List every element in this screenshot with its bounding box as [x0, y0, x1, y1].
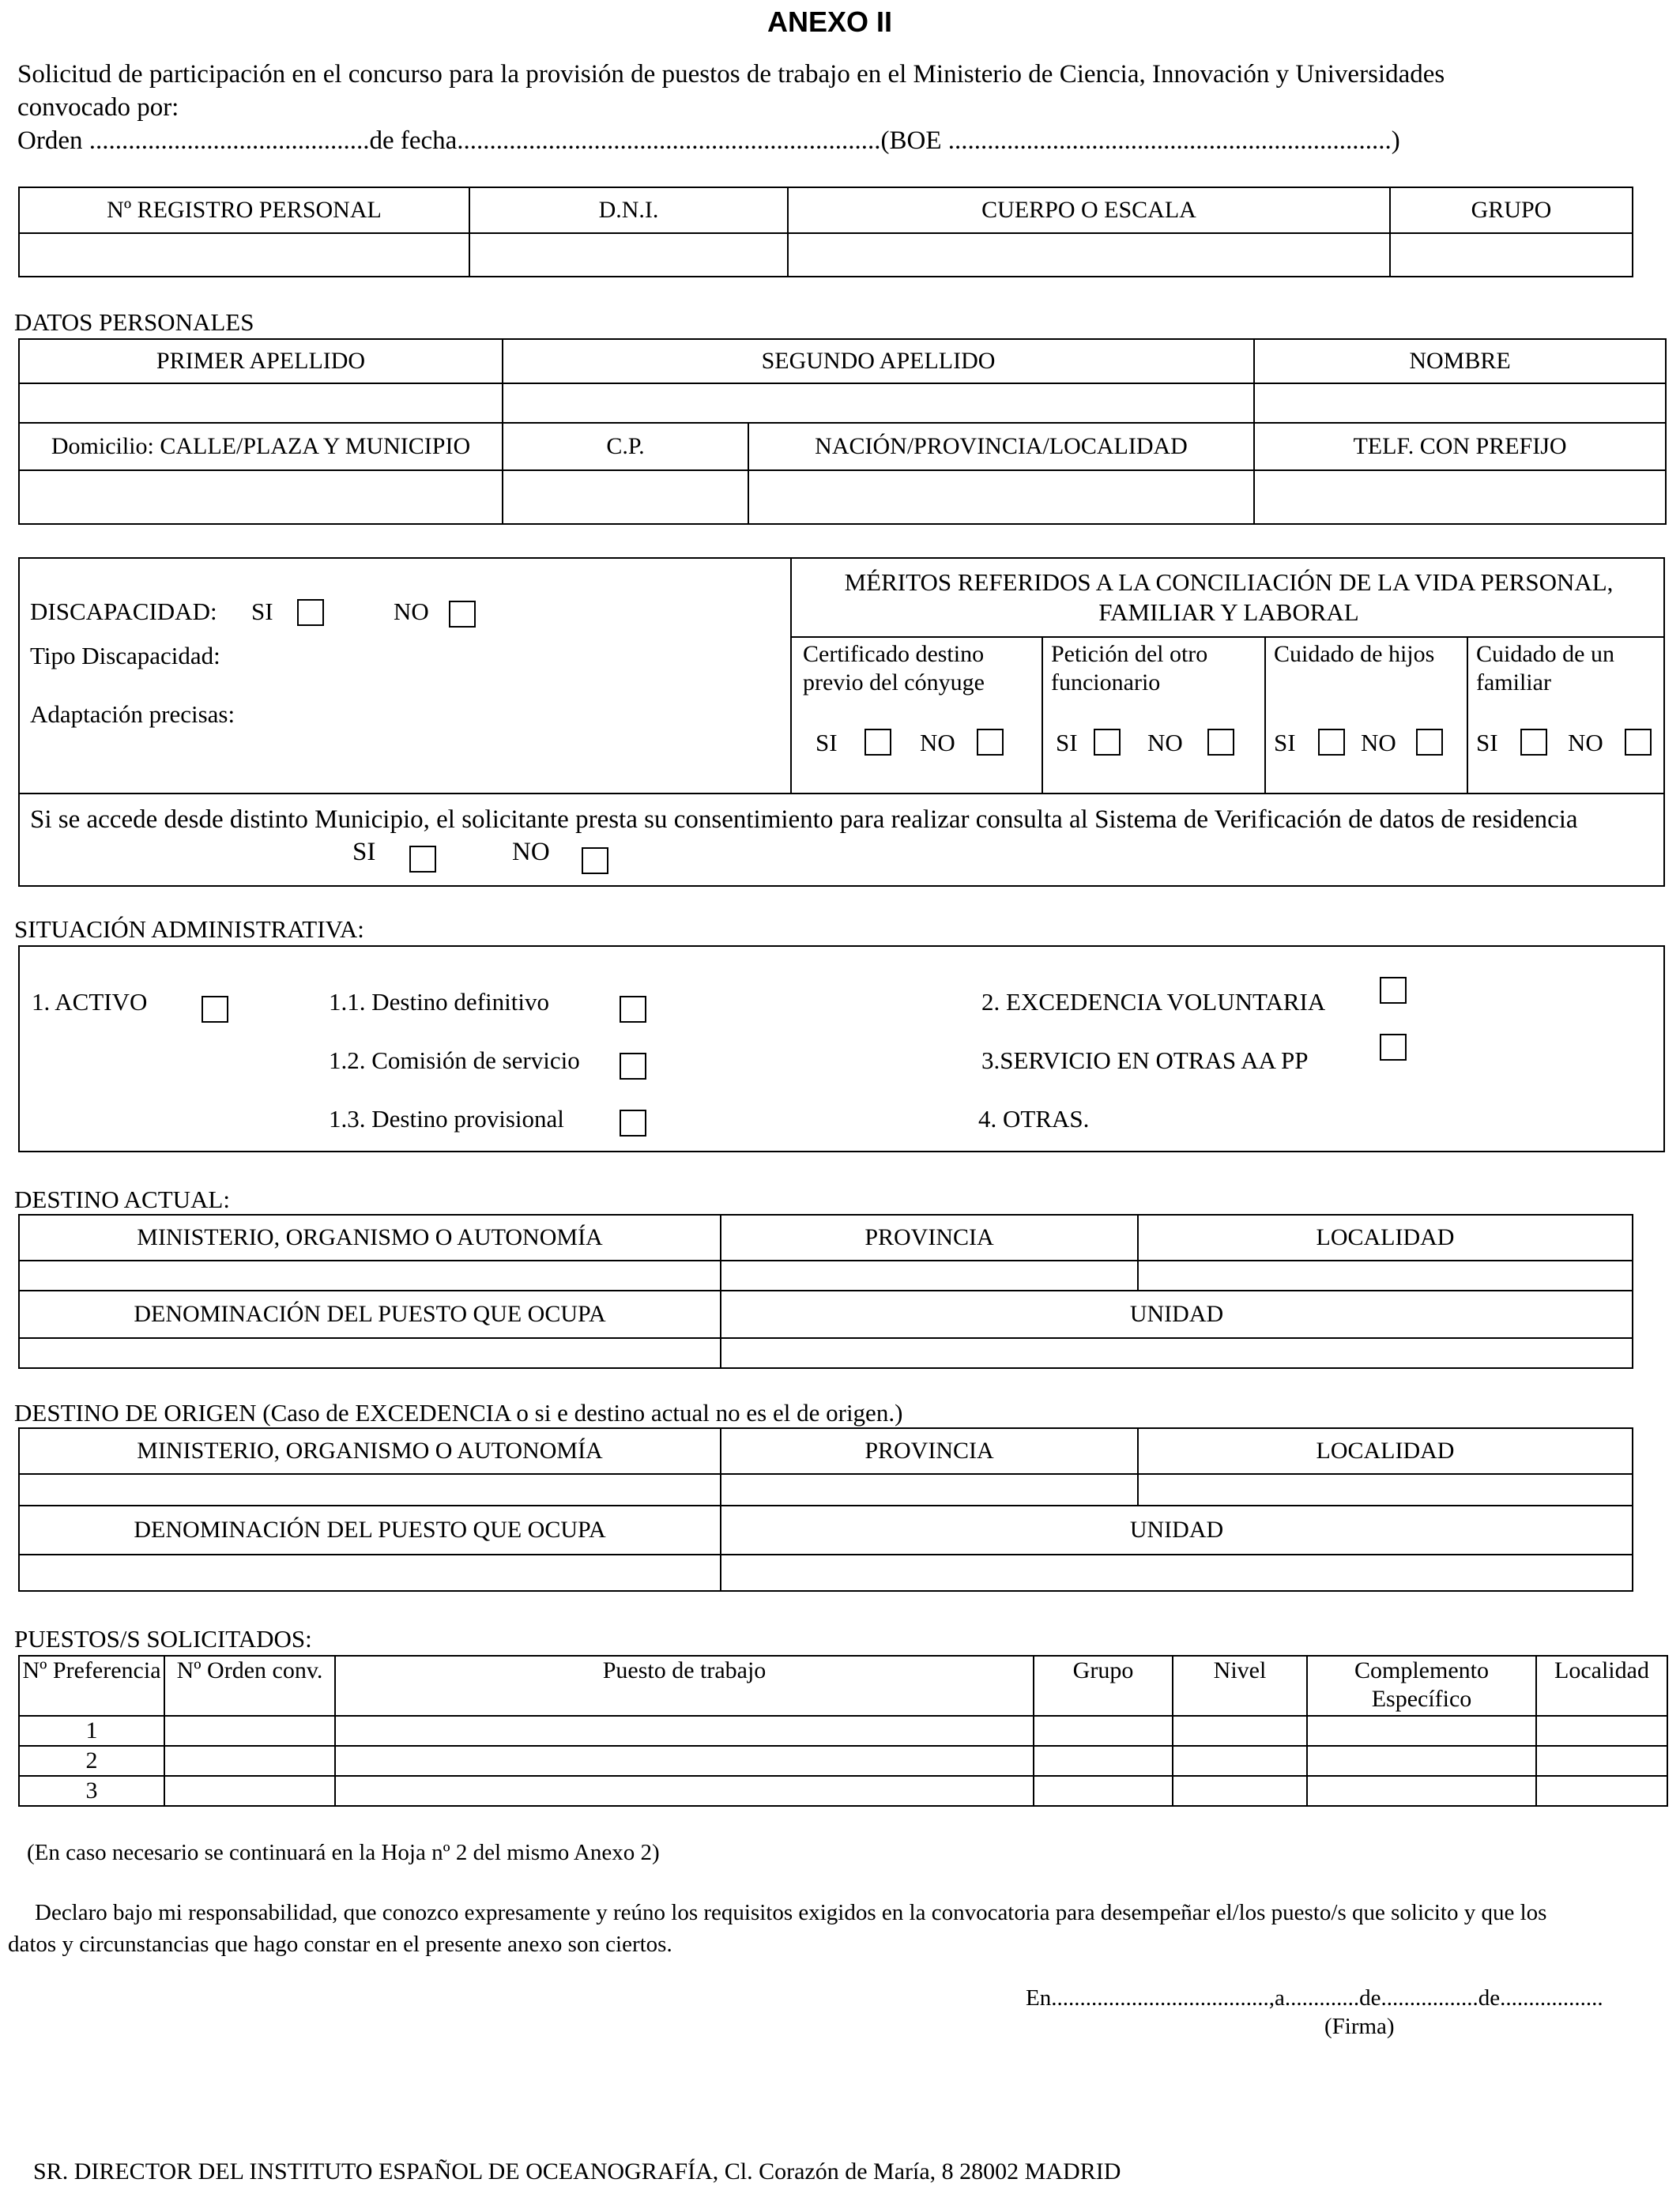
grupo-field[interactable]: [1390, 233, 1633, 277]
excedencia-label: 2. EXCEDENCIA VOLUNTARIA: [981, 988, 1326, 1016]
localidad-field[interactable]: [1138, 1474, 1633, 1506]
disability-si-checkbox[interactable]: [297, 599, 324, 626]
place-date-line: En......................................,a.............de.................de..................: [1026, 1985, 1603, 2011]
localidad-field[interactable]: [1536, 1716, 1667, 1746]
merit-3-no-checkbox[interactable]: [1416, 729, 1443, 756]
merit-1-si-label: SI: [816, 729, 838, 756]
merit-3-si-checkbox[interactable]: [1318, 729, 1345, 756]
ministerio-field[interactable]: [19, 1261, 721, 1291]
header-unidad: UNIDAD: [721, 1506, 1633, 1555]
header-localidad: Localidad: [1536, 1656, 1667, 1716]
cuerpo-escala-field[interactable]: [788, 233, 1390, 277]
nombre-field[interactable]: [1254, 383, 1666, 423]
denominacion-puesto-field[interactable]: [19, 1555, 721, 1591]
header-provincia: PROVINCIA: [721, 1215, 1138, 1261]
puestos-table: [18, 1655, 1668, 1807]
ministerio-field[interactable]: [19, 1474, 721, 1506]
merit-peticion-funcionario: Petición del otro funcionario: [1051, 641, 1208, 696]
localidad-field[interactable]: [1138, 1261, 1633, 1291]
puesto-field[interactable]: [335, 1776, 1034, 1806]
disability-si-label: SI: [251, 598, 273, 625]
header-primer-apellido: PRIMER APELLIDO: [19, 339, 503, 383]
localidad-field[interactable]: [1536, 1746, 1667, 1776]
merit-2-si-checkbox[interactable]: [1094, 729, 1121, 756]
header-nivel: Nivel: [1173, 1656, 1307, 1716]
merit-4-si-checkbox[interactable]: [1520, 729, 1547, 756]
localidad-field[interactable]: [1536, 1776, 1667, 1806]
header-ministerio: MINISTERIO, ORGANISMO O AUTONOMÍA: [19, 1428, 721, 1474]
header-cp: C.P.: [503, 423, 748, 470]
header-dni: D.N.I.: [469, 187, 788, 233]
section-destino-actual: DESTINO ACTUAL:: [14, 1186, 230, 1213]
adaptacion-label: Adaptación precisas:: [30, 700, 235, 728]
section-datos-personales: DATOS PERSONALES: [14, 308, 254, 336]
dni-field[interactable]: [469, 233, 788, 277]
header-domicilio: Domicilio: CALLE/PLAZA Y MUNICIPIO: [19, 423, 503, 470]
servicio-otras-label: 3.SERVICIO EN OTRAS AA PP: [981, 1046, 1309, 1074]
merit-4-si-label: SI: [1476, 729, 1498, 756]
table-row: [19, 1746, 1667, 1776]
intro-line-3: Orden ...........................................de fecha.................................................................(BOE ....................................................................): [17, 126, 1400, 155]
preferencia-number: 2: [19, 1746, 164, 1776]
header-complemento: Complemento Específico: [1307, 1656, 1536, 1716]
header-nacion-provincia: NACIÓN/PROVINCIA/LOCALIDAD: [748, 423, 1254, 470]
excedencia-checkbox[interactable]: [1380, 977, 1407, 1004]
continuation-note: (En caso necesario se continuará en la Hoja nº 2 del mismo Anexo 2): [27, 1840, 660, 1865]
destino-provisional-checkbox[interactable]: [620, 1110, 646, 1137]
grupo-field[interactable]: [1034, 1776, 1173, 1806]
preferencia-number: 3: [19, 1776, 164, 1806]
page-title: ANEXO II: [767, 6, 893, 38]
nivel-field[interactable]: [1173, 1776, 1307, 1806]
nivel-field[interactable]: [1173, 1746, 1307, 1776]
header-segundo-apellido: SEGUNDO APELLIDO: [503, 339, 1254, 383]
section-situacion-administrativa: SITUACIÓN ADMINISTRATIVA:: [14, 915, 364, 943]
merit-2-si-label: SI: [1056, 729, 1078, 756]
merit-1-no-checkbox[interactable]: [977, 729, 1004, 756]
header-cuerpo-escala: CUERPO O ESCALA: [788, 187, 1390, 233]
destino-provisional-label: 1.3. Destino provisional: [329, 1105, 564, 1133]
comision-servicio-checkbox[interactable]: [620, 1053, 646, 1080]
section-destino-origen: DESTINO DE ORIGEN (Caso de EXCEDENCIA o si e destino actual no es el de origen.): [14, 1399, 903, 1427]
unidad-field[interactable]: [721, 1555, 1633, 1591]
merit-2-no-checkbox[interactable]: [1207, 729, 1234, 756]
admin-situation-block: [18, 945, 1665, 1152]
merit-4-no-label: NO: [1568, 729, 1603, 756]
nivel-field[interactable]: [1173, 1716, 1307, 1746]
tipo-discapacidad-label: Tipo Discapacidad:: [30, 642, 220, 669]
header-preferencia: Nº Preferencia: [19, 1656, 164, 1716]
activo-label: 1. ACTIVO: [32, 988, 148, 1016]
consent-no-checkbox[interactable]: [582, 847, 608, 874]
unidad-field[interactable]: [721, 1338, 1633, 1368]
provincia-field[interactable]: [721, 1261, 1138, 1291]
header-ministerio: MINISTERIO, ORGANISMO O AUTONOMÍA: [19, 1215, 721, 1261]
header-denominacion-puesto: DENOMINACIÓN DEL PUESTO QUE OCUPA: [19, 1291, 721, 1338]
disability-no-checkbox[interactable]: [449, 601, 476, 628]
personal-data-table: [18, 338, 1667, 525]
intro-line-1: Solicitud de participación en el concurso para la provisión de puestos de trabajo en el Ministerio de Ciencia, Innovación y Universidades: [17, 60, 1445, 89]
domicilio-field[interactable]: [19, 470, 503, 524]
consent-si-label: SI: [352, 838, 376, 866]
telefono-field[interactable]: [1254, 470, 1666, 524]
orden-conv-field[interactable]: [164, 1776, 335, 1806]
complemento-field[interactable]: [1307, 1776, 1536, 1806]
merit-4-no-checkbox[interactable]: [1625, 729, 1652, 756]
puesto-field[interactable]: [335, 1746, 1034, 1776]
comision-servicio-label: 1.2. Comisión de servicio: [329, 1046, 580, 1074]
consent-no-label: NO: [512, 838, 550, 866]
otras-label: 4. OTRAS.: [978, 1105, 1090, 1133]
orden-conv-field[interactable]: [164, 1746, 335, 1776]
denominacion-puesto-field[interactable]: [19, 1338, 721, 1368]
cp-field[interactable]: [503, 470, 748, 524]
header-telefono: TELF. CON PREFIJO: [1254, 423, 1666, 470]
merit-3-si-label: SI: [1274, 729, 1296, 756]
merit-2-no-label: NO: [1147, 729, 1183, 756]
preferencia-number: 1: [19, 1716, 164, 1746]
registro-personal-field[interactable]: [19, 233, 469, 277]
merits-title: MÉRITOS REFERIDOS A LA CONCILIACIÓN DE LA VIDA PERSONAL, FAMILIAR Y LABORAL: [844, 568, 1614, 626]
header-localidad: LOCALIDAD: [1138, 1428, 1633, 1474]
nacion-provincia-field[interactable]: [748, 470, 1254, 524]
grupo-field[interactable]: [1034, 1746, 1173, 1776]
servicio-otras-checkbox[interactable]: [1380, 1034, 1407, 1061]
header-denominacion-puesto: DENOMINACIÓN DEL PUESTO QUE OCUPA: [19, 1506, 721, 1555]
header-nombre: NOMBRE: [1254, 339, 1666, 383]
destino-definitivo-label: 1.1. Destino definitivo: [329, 988, 549, 1016]
header-provincia: PROVINCIA: [721, 1428, 1138, 1474]
declaration-text: Declaro bajo mi responsabilidad, que conozco expresamente y reúno los requisitos exigidos en la convocatoria para desempeñar el/los puesto/s que solicito y que los datos y circunstancias que hago constar en el presente anexo son ciertos.: [8, 1900, 1547, 1957]
complemento-field[interactable]: [1307, 1746, 1536, 1776]
merit-certificado-conyuge: Certificado destino previo del cónyuge: [803, 641, 985, 696]
consent-si-checkbox[interactable]: [409, 846, 436, 873]
header-grupo: Grupo: [1034, 1656, 1173, 1716]
disability-label: DISCAPACIDAD:: [30, 598, 217, 625]
addressee: SR. DIRECTOR DEL INSTITUTO ESPAÑOL DE OCEANOGRAFÍA, Cl. Corazón de María, 8 28002 MADRID: [33, 2158, 1121, 2185]
primer-apellido-field[interactable]: [19, 383, 503, 423]
merit-1-no-label: NO: [920, 729, 955, 756]
complemento-field[interactable]: [1307, 1716, 1536, 1746]
signature-label: (Firma): [1324, 2014, 1395, 2039]
puesto-field[interactable]: [335, 1716, 1034, 1746]
consent-text: Si se accede desde distinto Municipio, el solicitante presta su consentimiento para realizar consulta al Sistema de Verificación de datos de residencia: [30, 805, 1578, 834]
provincia-field[interactable]: [721, 1474, 1138, 1506]
merit-1-si-checkbox[interactable]: [864, 729, 891, 756]
section-puestos-solicitados: PUESTOS/S SOLICITADOS:: [14, 1625, 312, 1653]
orden-conv-field[interactable]: [164, 1716, 335, 1746]
header-registro-personal: Nº REGISTRO PERSONAL: [19, 187, 469, 233]
disability-no-label: NO: [394, 598, 429, 625]
activo-checkbox[interactable]: [202, 996, 228, 1023]
header-localidad: LOCALIDAD: [1138, 1215, 1633, 1261]
merit-cuidado-familiar: Cuidado de un familiar: [1476, 641, 1614, 696]
header-orden-conv: Nº Orden conv.: [164, 1656, 335, 1716]
intro-line-2: convocado por:: [17, 93, 179, 122]
merit-3-no-label: NO: [1361, 729, 1396, 756]
destino-origen-table: [18, 1427, 1633, 1592]
grupo-field[interactable]: [1034, 1716, 1173, 1746]
destino-definitivo-checkbox[interactable]: [620, 996, 646, 1023]
header-puesto-trabajo: Puesto de trabajo: [335, 1656, 1034, 1716]
table-row: [19, 1776, 1667, 1806]
table-row: [19, 1716, 1667, 1746]
header-unidad: UNIDAD: [721, 1291, 1633, 1338]
merit-cuidado-hijos: Cuidado de hijos: [1274, 641, 1435, 667]
registry-table: [18, 187, 1633, 277]
header-grupo: GRUPO: [1390, 187, 1633, 233]
segundo-apellido-field[interactable]: [503, 383, 1254, 423]
destino-actual-table: [18, 1214, 1633, 1369]
